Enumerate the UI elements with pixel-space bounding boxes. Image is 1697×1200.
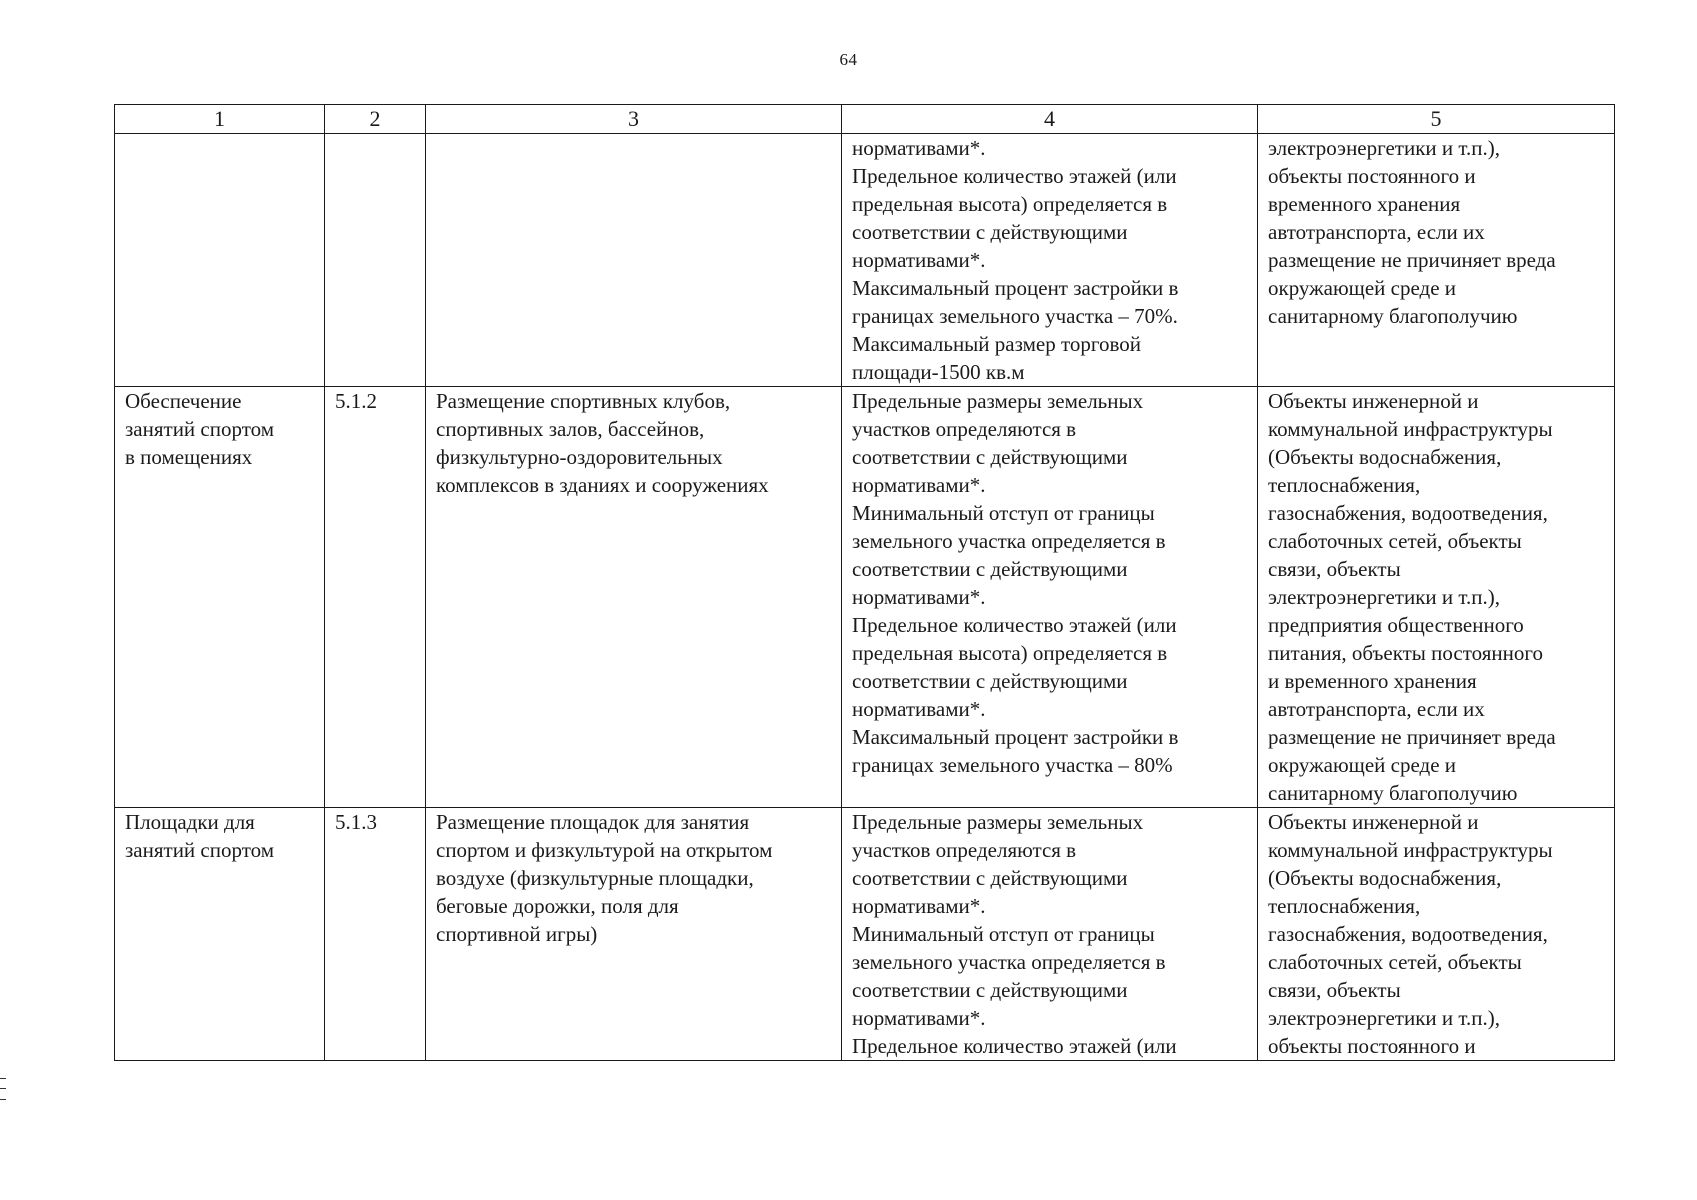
header-col-5: 5	[1258, 105, 1615, 134]
cell-text-line: соответствии с действующими	[852, 669, 1128, 693]
cell-text-line: автотранспорта, если их	[1268, 697, 1485, 721]
cell-text-line: коммунальной инфраструктуры	[1268, 838, 1553, 862]
cell-text-line: границах земельного участка – 70%.	[852, 304, 1178, 328]
cell-text-line: Предельные размеры земельных	[852, 810, 1144, 834]
table-row	[115, 387, 1615, 808]
cell-text-line: занятий спортом	[125, 838, 274, 862]
header-col-3: 3	[426, 105, 842, 134]
cell-text-line: нормативами*.	[852, 1006, 986, 1030]
cell-text-line: нормативами*.	[852, 473, 986, 497]
code-cell	[325, 387, 426, 808]
cell-text-line: нормативами*.	[852, 248, 986, 272]
cell-text-line: спортивных залов, бассейнов,	[436, 417, 705, 441]
cell-text-line: питания, объекты постоянного	[1268, 641, 1543, 665]
cell-text-line: физкультурно-оздоровительных	[436, 445, 723, 469]
cell-text-line: участков определяются в	[852, 417, 1077, 441]
code-cell	[325, 808, 426, 1061]
parameters-cell	[842, 134, 1258, 387]
cell-text-line: 5.1.3	[335, 810, 377, 834]
cell-text-line: Площадки для	[125, 810, 255, 834]
cell-text-line: Объекты инженерной и	[1268, 389, 1479, 413]
cell-text-line: слаботочных сетей, объекты	[1268, 950, 1522, 974]
cell-text-line: и временного хранения	[1268, 669, 1477, 693]
cell-text-line: Максимальный процент застройки в	[852, 725, 1179, 749]
cell-text-line: теплоснабжения,	[1268, 894, 1421, 918]
header-col-1: 1	[115, 105, 325, 134]
description-cell	[426, 387, 842, 808]
cell-text-line: Максимальный размер торговой	[852, 332, 1141, 356]
cell-text-line: размещение не причиняет вреда	[1268, 725, 1556, 749]
description-cell	[426, 808, 842, 1061]
cell-text-line: соответствии с действующими	[852, 557, 1128, 581]
auxiliary-uses-cell	[1258, 134, 1615, 387]
cell-text-line: воздухе (физкультурные площадки,	[436, 866, 754, 890]
table-row	[115, 808, 1615, 1061]
cell-text-line: объекты постоянного и	[1268, 164, 1476, 188]
cell-text-line: соответствии с действующими	[852, 220, 1128, 244]
cell-text-line: (Объекты водоснабжения,	[1268, 866, 1502, 890]
cell-text-line: санитарному благополучию	[1268, 781, 1518, 805]
cell-text-line: спортивной игры)	[436, 922, 598, 946]
cell-text-line: нормативами*.	[852, 136, 986, 160]
cell-text-line: соответствии с действующими	[852, 978, 1128, 1002]
cell-text-line: окружающей среде и	[1268, 753, 1457, 777]
cell-text-line: Предельное количество этажей (или	[852, 1034, 1177, 1058]
cell-text-line: земельного участка определяется в	[852, 950, 1166, 974]
cell-text-line: нормативами*.	[852, 894, 986, 918]
cell-text-line: Обеспечение	[125, 389, 242, 413]
cell-text-line: автотранспорта, если их	[1268, 220, 1485, 244]
cell-text-line: предельная высота) определяется в	[852, 641, 1168, 665]
cell-text-line: коммунальной инфраструктуры	[1268, 417, 1553, 441]
cell-text-line: земельного участка определяется в	[852, 529, 1166, 553]
parameters-cell	[842, 808, 1258, 1061]
cell-text-line: Размещение спортивных клубов,	[436, 389, 731, 413]
cell-text-line: Предельные размеры земельных	[852, 389, 1144, 413]
cell-text-line: в помещениях	[125, 445, 253, 469]
cell-text-line: электроэнергетики и т.п.),	[1268, 1006, 1500, 1030]
use-name-cell	[115, 808, 325, 1061]
cell-text-line: спортом и физкультурой на открытом	[436, 838, 773, 862]
cell-text-line: комплексов в зданиях и сооружениях	[436, 473, 769, 497]
margin-mark	[0, 1078, 6, 1100]
cell-text-line: Максимальный процент застройки в	[852, 276, 1179, 300]
use-name-cell	[115, 134, 325, 387]
table-body	[115, 134, 1615, 1061]
land-use-table	[114, 104, 1615, 1061]
cell-text-line: размещение не причиняет вреда	[1268, 248, 1556, 272]
code-cell	[325, 134, 426, 387]
cell-text-line: слаботочных сетей, объекты	[1268, 529, 1522, 553]
use-name-cell	[115, 387, 325, 808]
page-number: 64	[839, 50, 858, 69]
cell-text-line: нормативами*.	[852, 697, 986, 721]
cell-text-line: соответствии с действующими	[852, 866, 1128, 890]
cell-text-line: связи, объекты	[1268, 978, 1401, 1002]
cell-text-line: площади-1500 кв.м	[852, 360, 1025, 384]
cell-text-line: теплоснабжения,	[1268, 473, 1421, 497]
parameters-cell	[842, 387, 1258, 808]
cell-text-line: участков определяются в	[852, 838, 1077, 862]
cell-text-line: беговые дорожки, поля для	[436, 894, 679, 918]
cell-text-line: Предельное количество этажей (или	[852, 164, 1177, 188]
auxiliary-uses-cell	[1258, 387, 1615, 808]
cell-text-line: Минимальный отступ от границы	[852, 922, 1155, 946]
description-cell	[426, 134, 842, 387]
cell-text-line: соответствии с действующими	[852, 445, 1128, 469]
cell-text-line: Объекты инженерной и	[1268, 810, 1479, 834]
cell-text-line: предприятия общественного	[1268, 613, 1524, 637]
cell-text-line: окружающей среде и	[1268, 276, 1457, 300]
cell-text-line: границах земельного участка – 80%	[852, 753, 1173, 777]
cell-text-line: 5.1.2	[335, 389, 377, 413]
cell-text-line: газоснабжения, водоотведения,	[1268, 501, 1548, 525]
cell-text-line: Предельное количество этажей (или	[852, 613, 1177, 637]
cell-text-line: (Объекты водоснабжения,	[1268, 445, 1502, 469]
cell-text-line: газоснабжения, водоотведения,	[1268, 922, 1548, 946]
auxiliary-uses-cell	[1258, 808, 1615, 1061]
table-row	[115, 134, 1615, 387]
table-header	[115, 105, 1615, 134]
header-col-2: 2	[325, 105, 426, 134]
cell-text-line: временного хранения	[1268, 192, 1461, 216]
cell-text-line: электроэнергетики и т.п.),	[1268, 136, 1500, 160]
cell-text-line: предельная высота) определяется в	[852, 192, 1168, 216]
cell-text-line: электроэнергетики и т.п.),	[1268, 585, 1500, 609]
header-row	[115, 105, 1615, 134]
cell-text-line: занятий спортом	[125, 417, 274, 441]
cell-text-line: связи, объекты	[1268, 557, 1401, 581]
cell-text-line: Размещение площадок для занятия	[436, 810, 750, 834]
header-col-4: 4	[842, 105, 1258, 134]
cell-text-line: санитарному благополучию	[1268, 304, 1518, 328]
cell-text-line: Минимальный отступ от границы	[852, 501, 1155, 525]
cell-text-line: нормативами*.	[852, 585, 986, 609]
cell-text-line: объекты постоянного и	[1268, 1034, 1476, 1058]
